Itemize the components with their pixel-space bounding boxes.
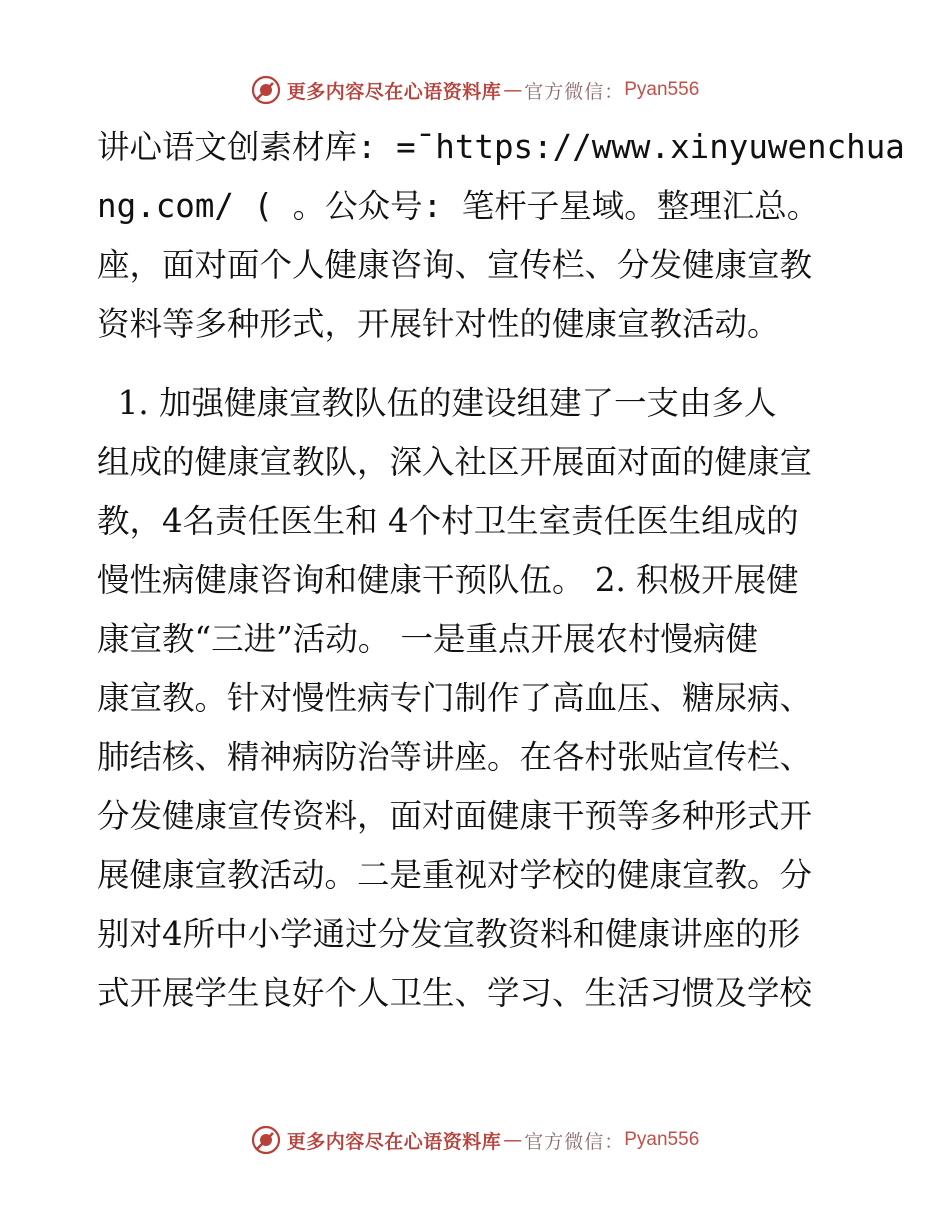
- text-line: 式开展学生良好个人卫生、学习、生活习惯及学校: [97, 974, 813, 1012]
- text-line: 讲心语文创素材库: =¯https://www.xinyuwenchua: [97, 128, 905, 166]
- text-line: 教，4名责任医生和 4个村卫生室责任医生组成的: [97, 502, 799, 540]
- banner-wechat-label: 官方微信：: [524, 80, 625, 103]
- footer-watermark-banner: [0, 1120, 950, 1160]
- text-line: 组成的健康宣教队，深入社区开展面对面的健康宣: [97, 443, 813, 481]
- text-line: 座，面对面个人健康咨询、宣传栏、分发健康宣教: [97, 246, 813, 284]
- banner-main-text: 更多内容尽在心语资料库: [286, 80, 502, 103]
- text-line: ng.com/ ( 。公众号: 笔杆子星域。整理汇总。: [97, 187, 820, 225]
- brand-logo-icon: [251, 1125, 281, 1155]
- text-line: 1. 加强健康宣教队伍的建设组建了一支由多人: [97, 384, 777, 422]
- text-line: 肺结核、精神病防治等讲座。在各村张贴宣传栏、: [97, 738, 813, 776]
- banner-wechat-id: Pyan556: [624, 1129, 700, 1150]
- text-line: 展健康宣教活动。二是重视对学校的健康宣教。分: [97, 856, 813, 894]
- banner-dash: —: [503, 79, 523, 101]
- banner-wechat-label: 官方微信：: [524, 1130, 625, 1153]
- banner-wechat-id: Pyan556: [624, 79, 700, 100]
- header-watermark-banner: [0, 70, 950, 110]
- brand-logo-icon: [251, 75, 281, 105]
- text-line: 别对4所中小学通过分发宣教资料和健康讲座的形: [97, 915, 801, 953]
- banner-main-text: 更多内容尽在心语资料库: [286, 1130, 502, 1153]
- text-line: 康宣教“三进”活动。 一是重点开展农村慢病健: [97, 620, 759, 658]
- text-line: 康宣教。针对慢性病专门制作了高血压、糖尿病、: [97, 679, 813, 717]
- banner-dash: —: [503, 1129, 523, 1151]
- text-line: 资料等多种形式，开展针对性的健康宣教活动。: [97, 305, 780, 343]
- text-line: 分发健康宣传资料，面对面健康干预等多种形式开: [97, 797, 813, 835]
- document-body: [97, 118, 905, 1023]
- text-line: 慢性病健康咨询和健康干预队伍。 2. 积极开展健: [97, 561, 799, 599]
